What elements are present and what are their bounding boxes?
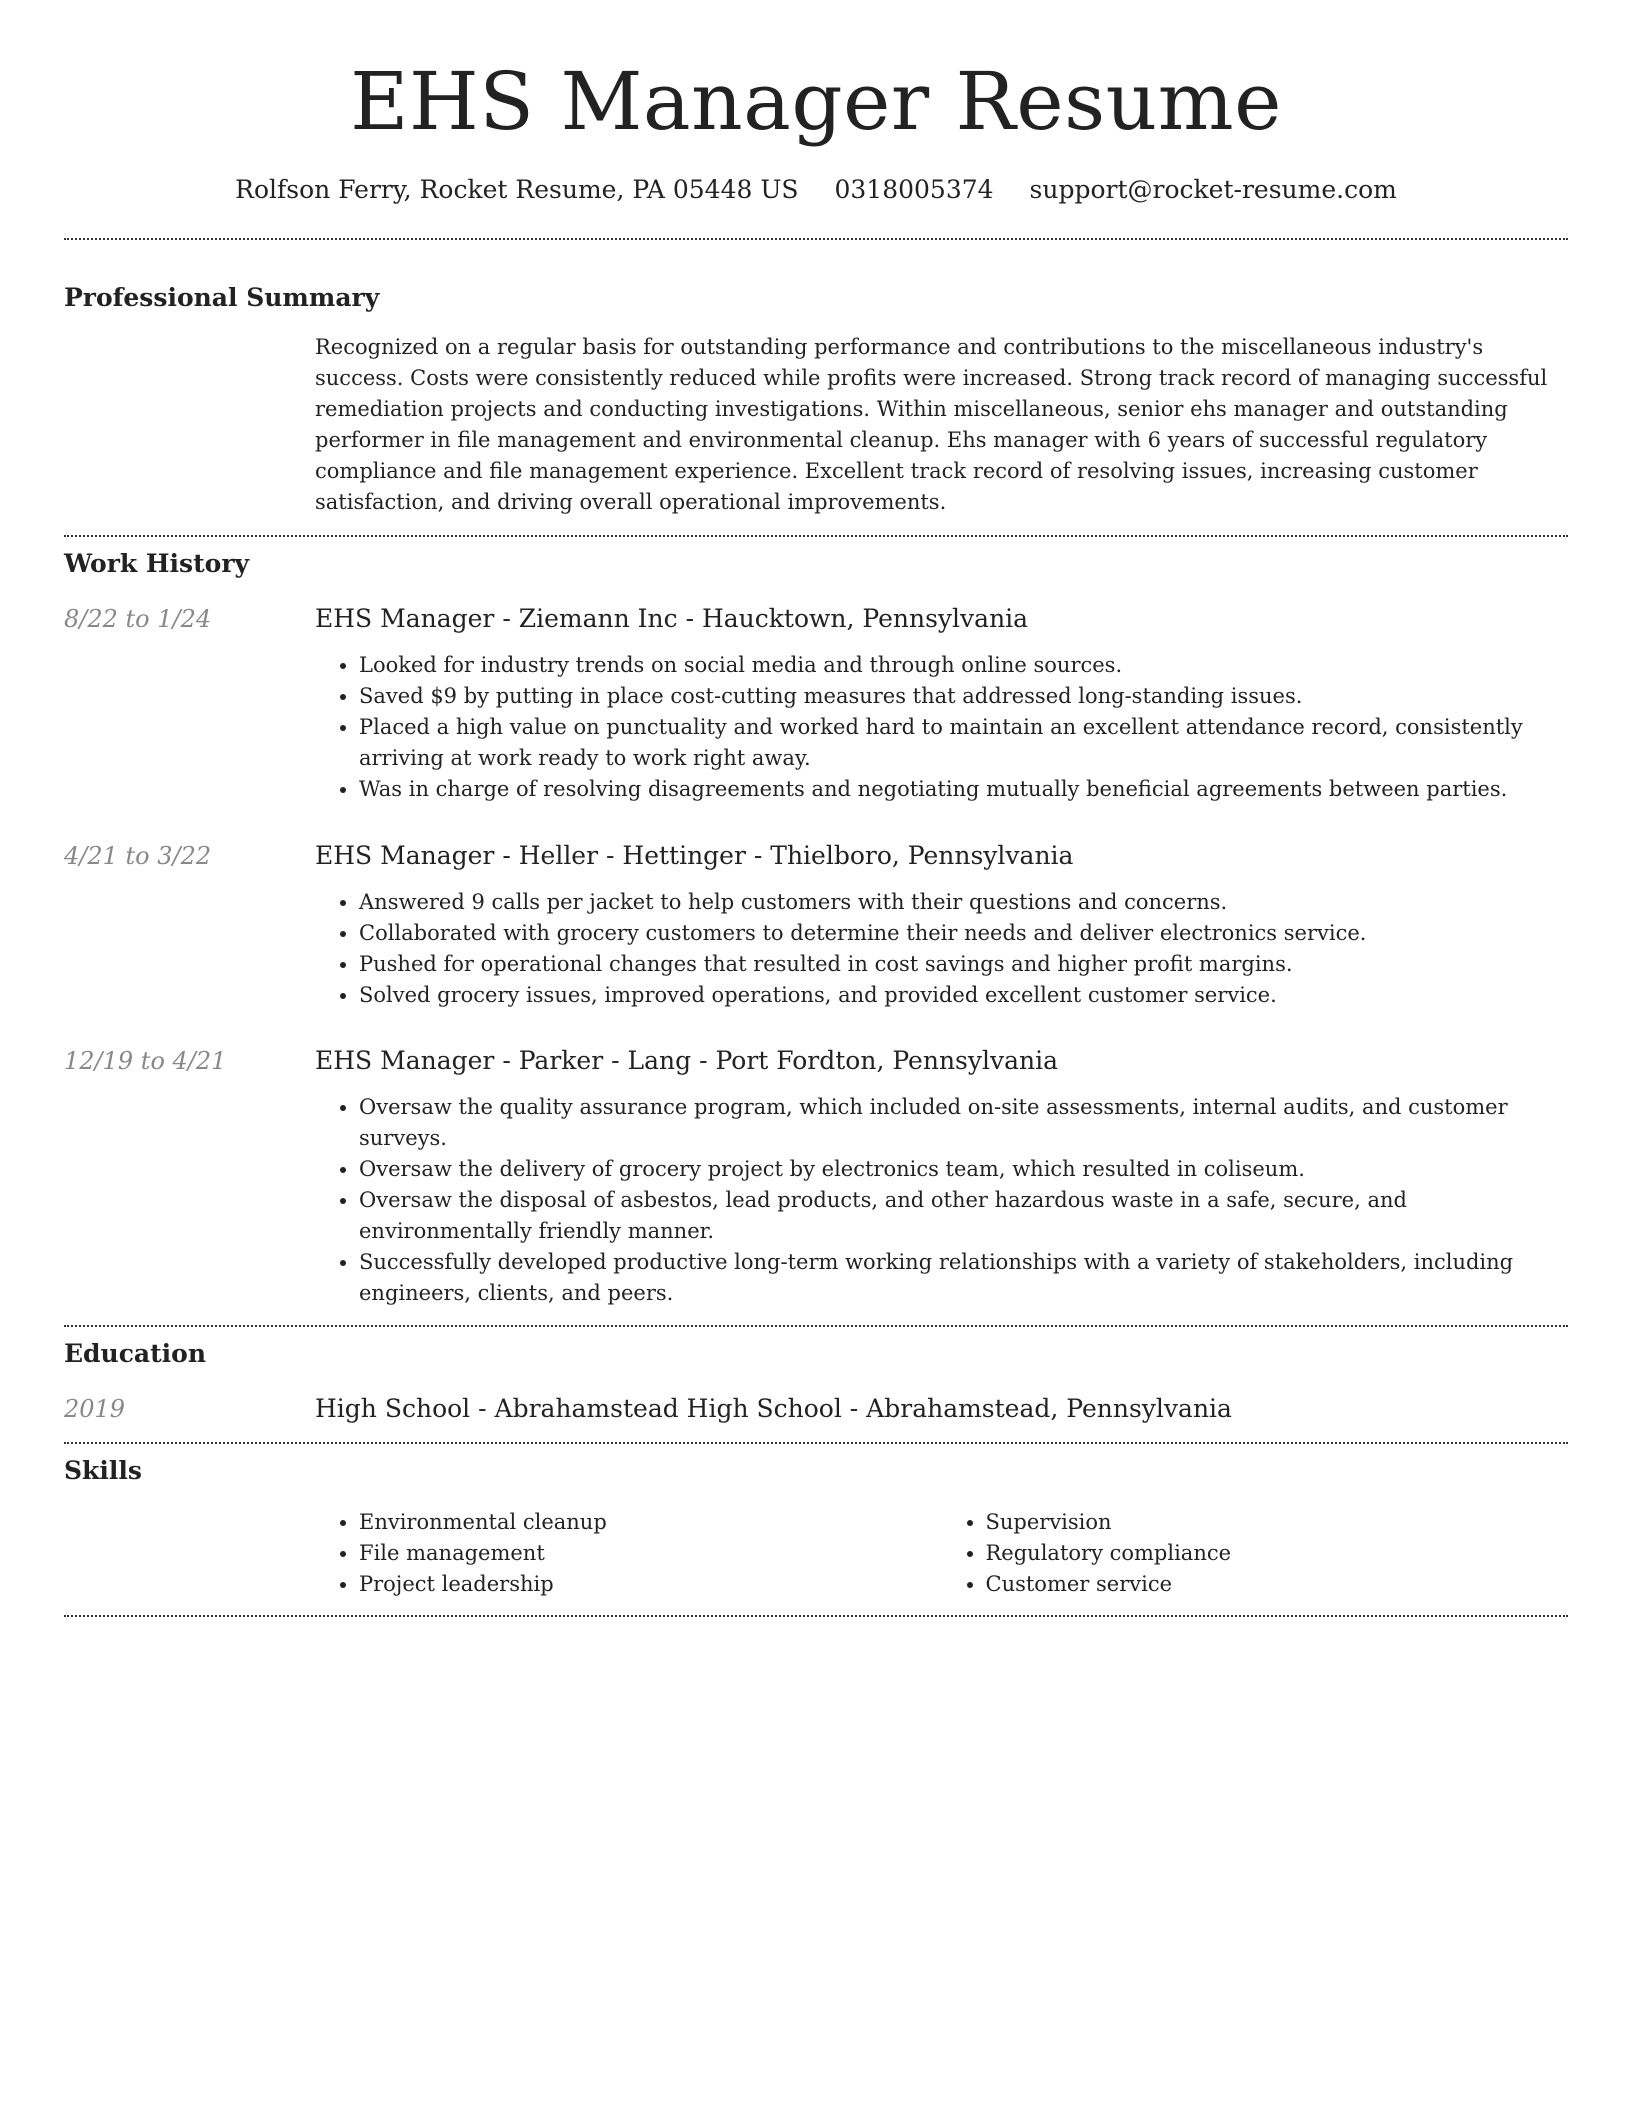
job-bullets xyxy=(315,650,1568,805)
job-bullet: • Solved grocery issues, improved operations, and provided excellent customer service. xyxy=(359,980,1568,1011)
skill-item: • Regulatory compliance xyxy=(986,1538,1569,1569)
job-title: EHS Manager - Heller - Hettinger - Thielboro, Pennsylvania xyxy=(315,841,1074,870)
job-bullet: • Was in charge of resolving disagreements and negotiating mutually beneficial agreements between parties. xyxy=(359,774,1568,805)
job-bullet: • Successfully developed productive long-term working relationships with a variety of stakeholders, including engineers, clients, and peers. xyxy=(359,1247,1568,1309)
education-year: 2019 xyxy=(64,1395,126,1423)
summary-text: Recognized on a regular basis for outstanding performance and contributions to the miscellaneous industry's success. Costs were consistently reduced while profits were increased. Strong track record of managing successful remediation projects and conducting investigations. Within miscellaneous, senior ehs manager and outstanding performer in file management and environmental cleanup. Ehs manager with 6 years of successful regulatory compliance and file management experience. Excellent track record of resolving issues, increasing customer satisfaction, and driving overall operational improvements. xyxy=(315,335,1548,514)
job-entry xyxy=(64,602,1568,805)
job-bullet: • Oversaw the quality assurance program, which included on-site assessments, internal audits, and customer surveys. xyxy=(359,1092,1568,1154)
education-heading: Education xyxy=(64,1339,207,1368)
job-bullet: • Answered 9 calls per jacket to help customers with their questions and concerns. xyxy=(359,887,1568,918)
job-dates: 8/22 to 1/24 xyxy=(64,605,212,633)
skills-section xyxy=(64,1444,1568,1600)
summary-spacer xyxy=(64,332,315,518)
divider-skills xyxy=(64,1615,1568,1617)
job-entry xyxy=(64,839,1568,1011)
job-title: EHS Manager - Parker - Lang - Port Fordton, Pennsylvania xyxy=(315,1046,1059,1075)
skill-item: • Customer service xyxy=(986,1569,1569,1600)
job-bullets xyxy=(315,887,1568,1011)
resume-title: EHS Manager Resume xyxy=(350,55,1282,148)
summary-heading: Professional Summary xyxy=(64,283,380,312)
summary-section xyxy=(64,240,1568,518)
education-section xyxy=(64,1327,1568,1426)
job-entry xyxy=(64,1044,1568,1309)
skill-item: • Project leadership xyxy=(359,1569,942,1600)
job-title: EHS Manager - Ziemann Inc - Haucktown, Pennsylvania xyxy=(315,604,1029,633)
contact-phone: 0318005374 xyxy=(834,175,994,204)
skills-list-right xyxy=(942,1507,1569,1600)
job-bullet: • Looked for industry trends on social media and through online sources. xyxy=(359,650,1568,681)
work-history-heading: Work History xyxy=(64,549,250,578)
education-entry: High School - Abrahamstead High School - Abrahamstead, Pennsylvania xyxy=(315,1394,1232,1423)
contact-address: Rolfson Ferry, Rocket Resume, PA 05448 US xyxy=(235,175,799,204)
contact-line xyxy=(64,172,1568,208)
job-dates: 4/21 to 3/22 xyxy=(64,842,212,870)
job-bullet: • Pushed for operational changes that resulted in cost savings and higher profit margins. xyxy=(359,949,1568,980)
skill-item: • Environmental cleanup xyxy=(359,1507,942,1538)
work-history-section xyxy=(64,537,1568,1309)
job-bullet: • Saved $9 by putting in place cost-cutting measures that addressed long-standing issues. xyxy=(359,681,1568,712)
skill-item: • Supervision xyxy=(986,1507,1569,1538)
job-bullet: • Oversaw the disposal of asbestos, lead products, and other hazardous waste in a safe, secure, and environmentally friendly manner. xyxy=(359,1185,1568,1247)
job-bullet: • Placed a high value on punctuality and worked hard to maintain an excellent attendance record, consistently arriving at work ready to work right away. xyxy=(359,712,1568,774)
skills-heading: Skills xyxy=(64,1456,142,1485)
job-dates: 12/19 to 4/21 xyxy=(64,1047,227,1075)
skills-list-left xyxy=(315,1507,942,1600)
job-bullet: • Collaborated with grocery customers to determine their needs and deliver electronics service. xyxy=(359,918,1568,949)
skills-spacer xyxy=(64,1507,315,1600)
job-bullets xyxy=(315,1092,1568,1309)
contact-email: support@rocket-resume.com xyxy=(1029,175,1397,204)
job-bullet: • Oversaw the delivery of grocery project by electronics team, which resulted in coliseum. xyxy=(359,1154,1568,1185)
skill-item: • File management xyxy=(359,1538,942,1569)
